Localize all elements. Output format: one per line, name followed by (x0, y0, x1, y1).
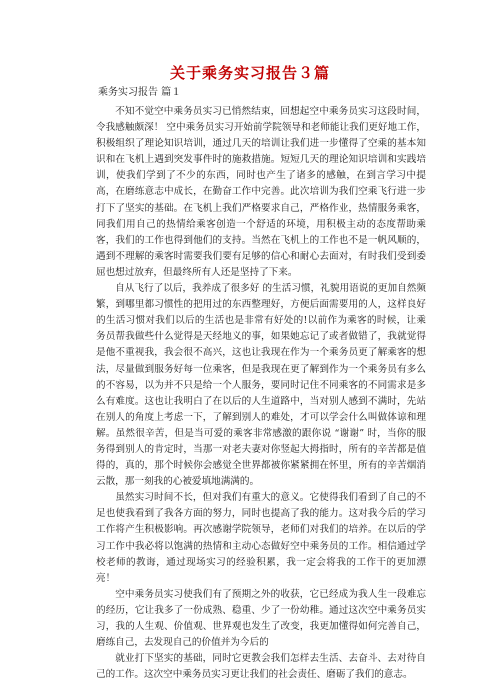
paragraph-1: 不知不觉空中乘务员实习已悄然结束，回想起空中乘务员实习这段时间，令我感触颇深！ 空中乘务员实习开始前学院领导和老师能让我们更好地工作，积极组织了理论知识培训，通过几天的培训让我们进一步懂得了空乘的基本知识和在飞机上遇到突发事件时的施救措施。短短几天的理论知识培训和实践培训，使我们学到了不少的东西，同时也产生了诸多的感触，在到言学习中提高，在磨练意志中成长，在勤奋工作中完善。此次培训为我们空乘飞行进一步打下了坚实的基础。在飞机上我们严格要求自己，严格作业，热情服务乘客，同我们用自己的热情给乘客创造一个舒适的环境，用积极主动的态度帮助乘客，我们的工作也得到他们的支持。当然在飞机上的工作也不是一帆风顺的，遇到不理解的乘客时需要我们要有足够的信心和耐心去面对，有时我们受到委屈也想过放弃，但最终所有人还是坚持了下来。 (96, 106, 426, 278)
paragraph-3: 虽然实习时间不长，但对我们有重大的意义。它使得我们看到了自己的不足也使我看到了我各方面的努力，同时也提高了我的能力。这对我今后的学习工作将产生积极影响。再次感谢学院领导，老师们对我们的培养。在以后的学习工作中我必将以饱满的热情和主动心态做好空中乘务员的工作。相信通过学校老师的教诲，通过现场实习的经验积累，我一定会将我的工作干的更加漂亮！ (96, 492, 426, 584)
paragraph-5: 就业打下坚实的基础，同时它更教会我们怎样去生活、去奋斗、去对待自己的工作。这次空中乘务员实习更让我们的社会责任、磨砺了我们的意志。 (96, 653, 426, 681)
document-body (96, 104, 426, 681)
paragraph-2: 自从飞行了以后，我养成了很多好 的生活习惯，礼貌用语说的更加自然频繁，到哪里都习惯性的把用过的东西整理好，方便后面需要用的人，这样良好的生活习惯对我们以后的生活也是非常有好处的!以前作为乘客的时候，让乘务员帮我做些什么觉得是天经地义的事，如果她忘记了或者做错了，我就觉得是他不重视我，我会很不高兴，这也让我现在作为一个乘务员更了解乘客的想法，尽量做到服务好每一位乘客，但是我现在更了解到作为一个乘务员有多么 的不容易，以为并不只是给一个人服务，要同时记住不同乘客的不同需求是多么有难度。这也让我明白了在以后的人生道路中，当对别人感到不满时，先站在别人的角度上考虑一下，了解到别人的难处，才可以学会什么叫做体谅和理解。虽然很辛苦，但是当可爱的乘客非常感激的跟你说 “谢谢” 时，当你的服务得到别人的肯定时，当那一对老夫妻对你竖起大拇指时，所有的辛苦都是值得的，真的，那个时候你会感觉全世界都被你紧紧拥在怀里，所有的辛苦烟消云散，那一刻我的心被爱填地满满的。 (96, 283, 426, 488)
document-title: 关于乘务实习报告３篇 (169, 64, 330, 82)
section-heading: 乘务实习报告 篇１ (98, 87, 182, 98)
paragraph-4: 空中乘务员实习使我们有了预期之外的收获，它已经成为我人生一段难忘的经历，它让我多了一份成熟、稳重、少了一份幼稚。通过这次空中乘务员实习，我的人生观、价值观、世界观也发生了改变，我更加懂得如何完善自己，磨练自己，去发现自己的价值并为今后的 (96, 588, 426, 649)
